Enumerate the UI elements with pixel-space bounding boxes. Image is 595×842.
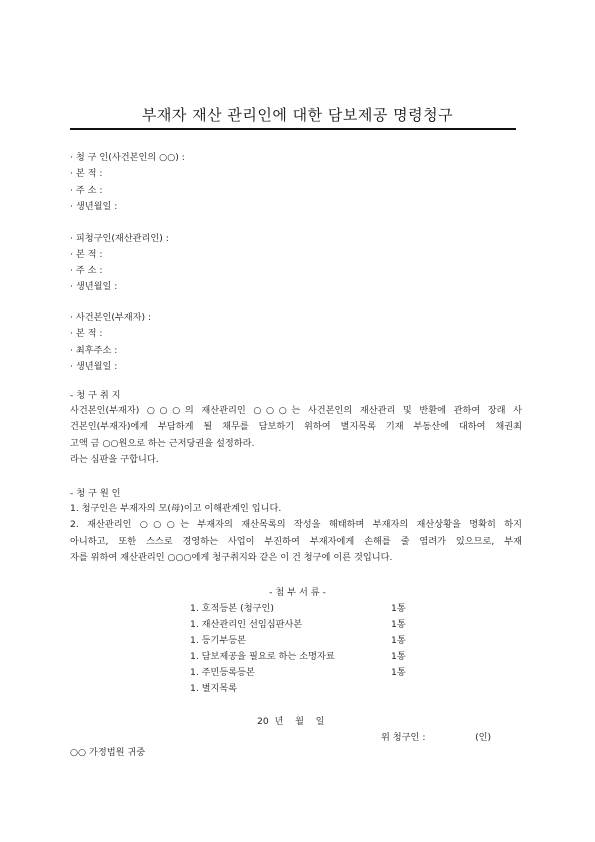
attachment-item — [190, 600, 406, 614]
title-underline — [70, 128, 516, 130]
court-addressee: ○○ 가정법원 귀중 — [70, 747, 146, 758]
purpose-line-2: 건본인(부재자)에게 부담하게 될 채무를 담보하기 위하여 별지목록 기재 부동산에 대하여 채권최 — [70, 421, 522, 433]
attachment-label: 1. 주민등록등본 — [190, 667, 255, 678]
attachment-count: 1통 — [391, 603, 406, 614]
cause-line-3: 아니하고, 또한 스스로 경영하는 사업이 부진하여 부재자에게 손해를 줄 염려가 있으므로, 부재 — [70, 535, 522, 547]
attachment-item — [190, 632, 406, 646]
attachment-count: 1통 — [391, 635, 406, 646]
cause-line-2: 2. 재산관리인 ○○○는 부재자의 재산목록의 작성을 해태하며 부재자의 재산상황을 명확히 하지 — [70, 519, 522, 531]
respondent-header: · 피청구인(재산관리인) : — [70, 233, 169, 244]
subject-dob: · 생년월일 : — [70, 361, 118, 372]
attachment-label: 1. 등기부등본 — [190, 635, 247, 646]
purpose-line-1: 사건본인(부재자) ○○○의 재산관리인 ○○○는 사건본인의 재산관리 및 반환에 관하여 장래 사 — [70, 405, 522, 416]
respondent-dob: · 생년월일 : — [70, 281, 118, 292]
purpose-line-3: 고액 금 ○○원으로 하는 근저당권을 설정하라. — [70, 437, 255, 449]
cause-line-4: 자를 위하여 재산관리인 ○○○에게 청구취지와 같은 이 건 청구에 이른 것입니다. — [70, 552, 393, 564]
respondent-registry: · 본 적 : — [70, 249, 103, 260]
attachment-label: 1. 호적등본 (청구인) — [190, 603, 274, 614]
purpose-line-4: 라는 심판을 구합니다. — [70, 454, 159, 466]
date-line: 20 년 월 일 — [257, 716, 325, 727]
subject-header: · 사건본인(부재자) : — [70, 312, 152, 323]
attachment-label: 1. 재산관리인 선임심판사본 — [190, 619, 303, 630]
purpose-header: - 청 구 취 지 — [70, 390, 121, 401]
attachment-label: 1. 담보제공을 필요로 하는 소명자료 — [190, 651, 335, 662]
attachments-header: - 첨 부 서 류 - — [269, 587, 326, 598]
claimant-registry: · 본 적 : — [70, 168, 103, 179]
attachment-item — [190, 648, 406, 662]
claimant-header: · 청 구 인(사건본인의 ○○) : — [70, 152, 185, 163]
signature-line: 위 청구인 : (인) — [381, 732, 492, 743]
document-title: 부재자 재산 관리인에 대한 담보제공 명령청구 — [141, 106, 454, 124]
subject-registry: · 본 적 : — [70, 328, 103, 339]
attachment-label: 1. 별지목록 — [190, 683, 238, 694]
cause-header: - 청 구 원 인 — [70, 488, 121, 499]
attachment-count: 1통 — [391, 619, 406, 630]
attachment-count: 1통 — [391, 651, 406, 662]
respondent-address: · 주 소 : — [70, 265, 103, 276]
attachment-count: 1통 — [391, 667, 406, 678]
claimant-dob: · 생년월일 : — [70, 201, 118, 212]
attachment-item — [190, 680, 237, 694]
attachment-item — [190, 664, 406, 678]
cause-body — [70, 501, 522, 567]
claimant-address: · 주 소 : — [70, 185, 103, 196]
purpose-body — [70, 403, 522, 469]
attachment-item — [190, 616, 406, 630]
cause-line-1: 1. 청구인은 부재자의 모(母)이고 이해관계인 입니다. — [70, 503, 282, 514]
subject-last-address: · 최후주소 : — [70, 345, 118, 356]
